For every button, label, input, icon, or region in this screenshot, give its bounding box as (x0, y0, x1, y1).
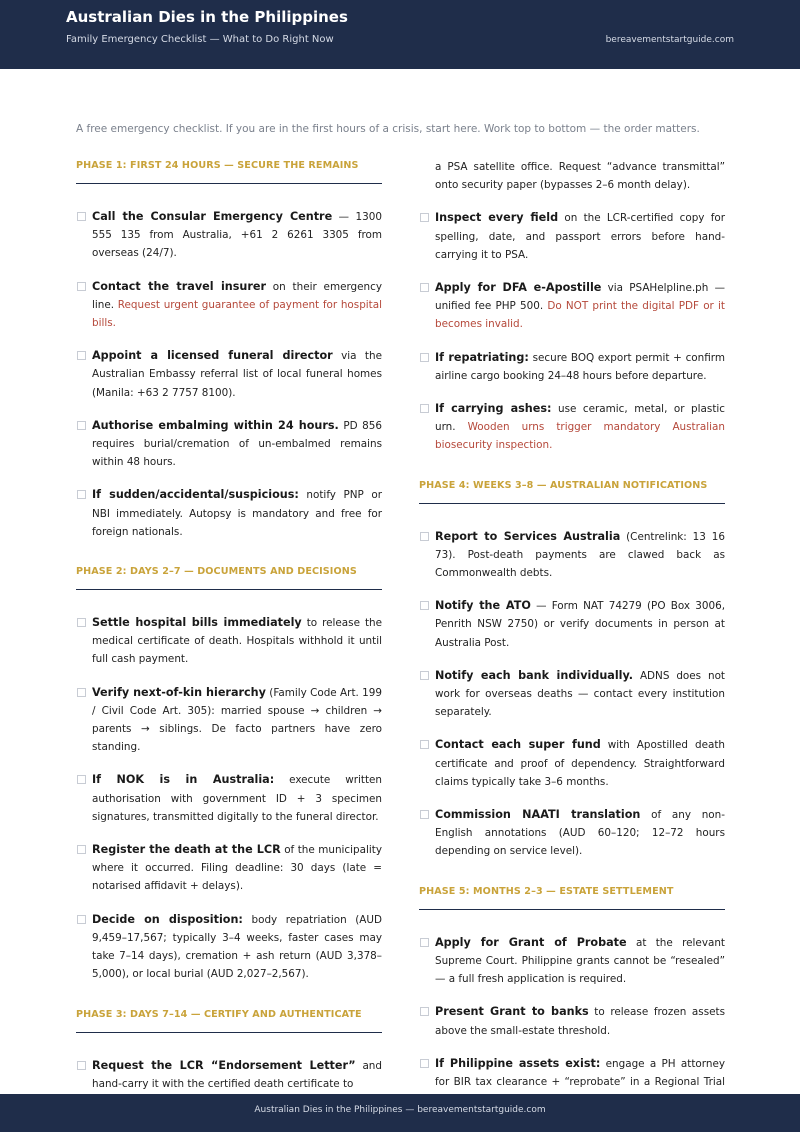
item-title: Verify next-of-kin hierarchy (92, 685, 266, 699)
item-title: Notify each bank individually. (435, 668, 634, 682)
phase-3-list (419, 209, 725, 454)
phase-1-heading: PHASE 1: FIRST 24 HOURS — SECURE THE REMAINS (76, 158, 382, 184)
item-text: via PSAHelpline.ph — unified fee PHP 500. (435, 282, 725, 313)
checkbox[interactable] (420, 532, 429, 541)
item-text: at the relevant Supreme Court. Philippine grants cannot be “resealed” — a full fresh application is required. (435, 936, 726, 986)
page-header (0, 0, 800, 69)
item-title: Notify the ATO (435, 599, 531, 613)
checkbox[interactable] (77, 775, 86, 784)
checkbox[interactable] (420, 601, 429, 610)
item-text: notify PNP or NBI immediately. Autopsy is mandatory and free for foreign nationals. (92, 489, 382, 538)
page-title: Australian Dies in the Philippines (66, 8, 348, 26)
item-title: Report to Services Australia (435, 529, 621, 543)
checklist-item[interactable] (76, 911, 382, 984)
checkbox[interactable] (420, 213, 429, 222)
checklist-item[interactable] (419, 667, 725, 722)
item-title: Call the Consular Emergency Centre (92, 210, 333, 223)
item-text: with Apostilled death certificate and proof of dependency. Straightforward claims typically take 3–6 months. (435, 739, 725, 788)
checkbox[interactable] (420, 938, 429, 947)
item-warning: Do NOT print the digital PDF or it becomes invalid. (435, 300, 725, 331)
page-subtitle: Family Emergency Checklist — What to Do Right Now (66, 34, 334, 45)
item-title: If repatriating: (435, 350, 529, 364)
checkbox[interactable] (420, 671, 429, 680)
checkbox[interactable] (420, 353, 429, 362)
item-text: to release the medical certificate of death. Hospitals withhold it until full cash payment. (92, 617, 383, 666)
checklist-item[interactable] (76, 614, 382, 669)
checklist-item[interactable] (419, 279, 725, 334)
page-footer: Australian Dies in the Philippines — bereavementstartguide.com (0, 1094, 800, 1132)
right-column (419, 158, 725, 1124)
item-warning: Request urgent guarantee of payment for hospital bills. (92, 298, 383, 330)
phase-2-list (76, 614, 382, 983)
item-title: Settle hospital bills immediately (92, 616, 302, 630)
checklist-item[interactable] (76, 347, 382, 402)
checklist-item[interactable] (76, 208, 382, 263)
checklist-item[interactable] (419, 528, 725, 583)
checkbox[interactable] (77, 282, 86, 291)
item-title: Inspect every field (435, 211, 559, 225)
checkbox[interactable] (420, 740, 429, 749)
item-title: Contact each super fund (435, 738, 601, 752)
checkbox[interactable] (77, 1061, 86, 1070)
item-title: If Philippine assets exist: (435, 1056, 601, 1070)
checkbox[interactable] (77, 845, 86, 854)
checklist-item[interactable] (76, 771, 382, 826)
phase-1-list (76, 208, 382, 541)
item-text: ADNS does not work for overseas deaths — contact every institution separately. (435, 669, 725, 719)
checkbox[interactable] (77, 618, 86, 627)
phase-2-heading: PHASE 2: DAYS 2–7 — DOCUMENTS AND DECISIONS (76, 566, 382, 590)
item-text: — 1300 555 135 from Australia, +61 2 6261 3305 from overseas (24/7). (92, 211, 382, 260)
checklist-item[interactable]: Request the LCR “Endorsement Letter” and hand-carry it with the certified death certificate to (76, 1057, 382, 1093)
item-text: (Family Code Art. 199 / Civil Code Art. 305): married spouse → children → parents → siblings. De facto partners have zero standing. (92, 686, 383, 754)
checklist-item[interactable] (76, 278, 382, 333)
checkbox[interactable] (420, 404, 429, 413)
checkbox[interactable] (420, 1007, 429, 1016)
item-title: Apply for Grant of Probate (435, 935, 627, 949)
item-text: via the Australian Embassy referral list of local funeral homes (Manila: +63 2 7757 8100). (92, 350, 382, 399)
item-title: Register the death at the LCR (92, 843, 281, 857)
item-title: Contact the travel insurer (92, 279, 266, 293)
checkbox[interactable] (420, 1059, 429, 1068)
item-title: If NOK is in Australia: (92, 773, 275, 787)
checkbox[interactable] (77, 688, 86, 697)
intro-text: A free emergency checklist. If you are in the first hours of a crisis, start here. Work top to bottom — the order matters. (76, 123, 700, 135)
item-text: engage a PH attorney for BIR tax clearance + “reprobate” in a Regional Trial (435, 1057, 725, 1088)
checklist-item[interactable] (419, 1003, 725, 1039)
checklist-item[interactable] (419, 736, 725, 791)
item-text: on the LCR-certified copy for spelling, date, and passport errors before hand-carrying it to PSA. (435, 212, 726, 261)
checkbox[interactable] (420, 283, 429, 292)
item-text: secure BOQ export permit + confirm airline cargo booking 24–48 hours before departure. (435, 351, 725, 382)
item-warning: Wooden urns trigger mandatory Australian biosecurity inspection. (435, 421, 725, 452)
item-title: Commission NAATI translation (435, 808, 641, 822)
item-title: Apply for DFA e-Apostille (435, 281, 602, 295)
checklist-item[interactable] (419, 806, 725, 861)
checklist-item[interactable] (76, 684, 382, 757)
item-text: use ceramic, metal, or plastic urn. (435, 403, 725, 434)
checklist-item[interactable] (419, 349, 725, 385)
item-title: Appoint a licensed funeral director (92, 349, 333, 363)
phase-5-list (419, 934, 725, 1110)
item-title: If carrying ashes: (435, 402, 552, 416)
checkbox[interactable] (77, 915, 86, 924)
item-text: of the municipality where it occurred. Filing deadline: 30 days (late = notarised affidavit + delays). (92, 844, 382, 893)
checkbox[interactable] (77, 212, 86, 221)
checkbox[interactable] (77, 421, 86, 430)
item-text: execute written authorisation with government ID + 3 specimen signatures, transmitted digitally to the funeral director. (92, 774, 382, 823)
item-title: Authorise embalming within 24 hours. (92, 418, 339, 432)
item-text: of any non-English annotations (AUD 60–120; 12–72 hours depending on service level). (435, 809, 725, 858)
item-title: Decide on disposition: (92, 912, 243, 926)
phase-3-heading: PHASE 3: DAYS 7–14 — CERTIFY AND AUTHENTICATE (76, 1009, 382, 1033)
checkbox[interactable] (77, 351, 86, 360)
item-title: Present Grant to banks (435, 1005, 589, 1019)
checklist-item[interactable] (76, 417, 382, 472)
item-text: PD 856 requires burial/cremation of un-embalmed remains within 48 hours. (92, 419, 382, 469)
checklist-item[interactable] (419, 934, 725, 989)
checkbox[interactable] (77, 490, 86, 499)
item-text: to release frozen assets above the small-estate threshold. (435, 1006, 725, 1037)
item-text: (Centrelink: 13 16 73). Post-death payments are clawed back as Commonwealth debts. (435, 530, 725, 580)
left-column (76, 158, 382, 1108)
checklist-item[interactable] (419, 209, 725, 264)
phase-4-list (419, 528, 725, 861)
phase-4-heading: PHASE 4: WEEKS 3–8 — AUSTRALIAN NOTIFICATIONS (419, 480, 725, 504)
checklist-item[interactable] (419, 400, 725, 455)
checklist-item[interactable] (76, 841, 382, 896)
checklist-item[interactable] (419, 597, 725, 652)
site-link[interactable]: bereavementstartguide.com (605, 35, 734, 45)
item-title: If sudden/accidental/suspicious: (92, 488, 299, 502)
checkbox[interactable] (420, 810, 429, 819)
phase-3-continuation: a PSA satellite office. Request “advance transmittal” onto security paper (bypasses 2–6 month delay). (435, 161, 725, 192)
phase-5-heading: PHASE 5: MONTHS 2–3 — ESTATE SETTLEMENT (419, 886, 725, 910)
item-text: on their emergency line. (92, 280, 382, 311)
item-text: body repatriation (AUD 9,459–17,567; typically 3–4 weeks, faster cases may take 7–14 days), cremation + ash return (AUD 3,378–5,000), or local burial (AUD 2,027–2,567). (92, 913, 383, 981)
item-text: — Form NAT 74279 (PO Box 3006, Penrith NSW 2750) or verify documents in person at Australia Post. (435, 600, 726, 649)
checklist-item[interactable] (76, 486, 382, 541)
